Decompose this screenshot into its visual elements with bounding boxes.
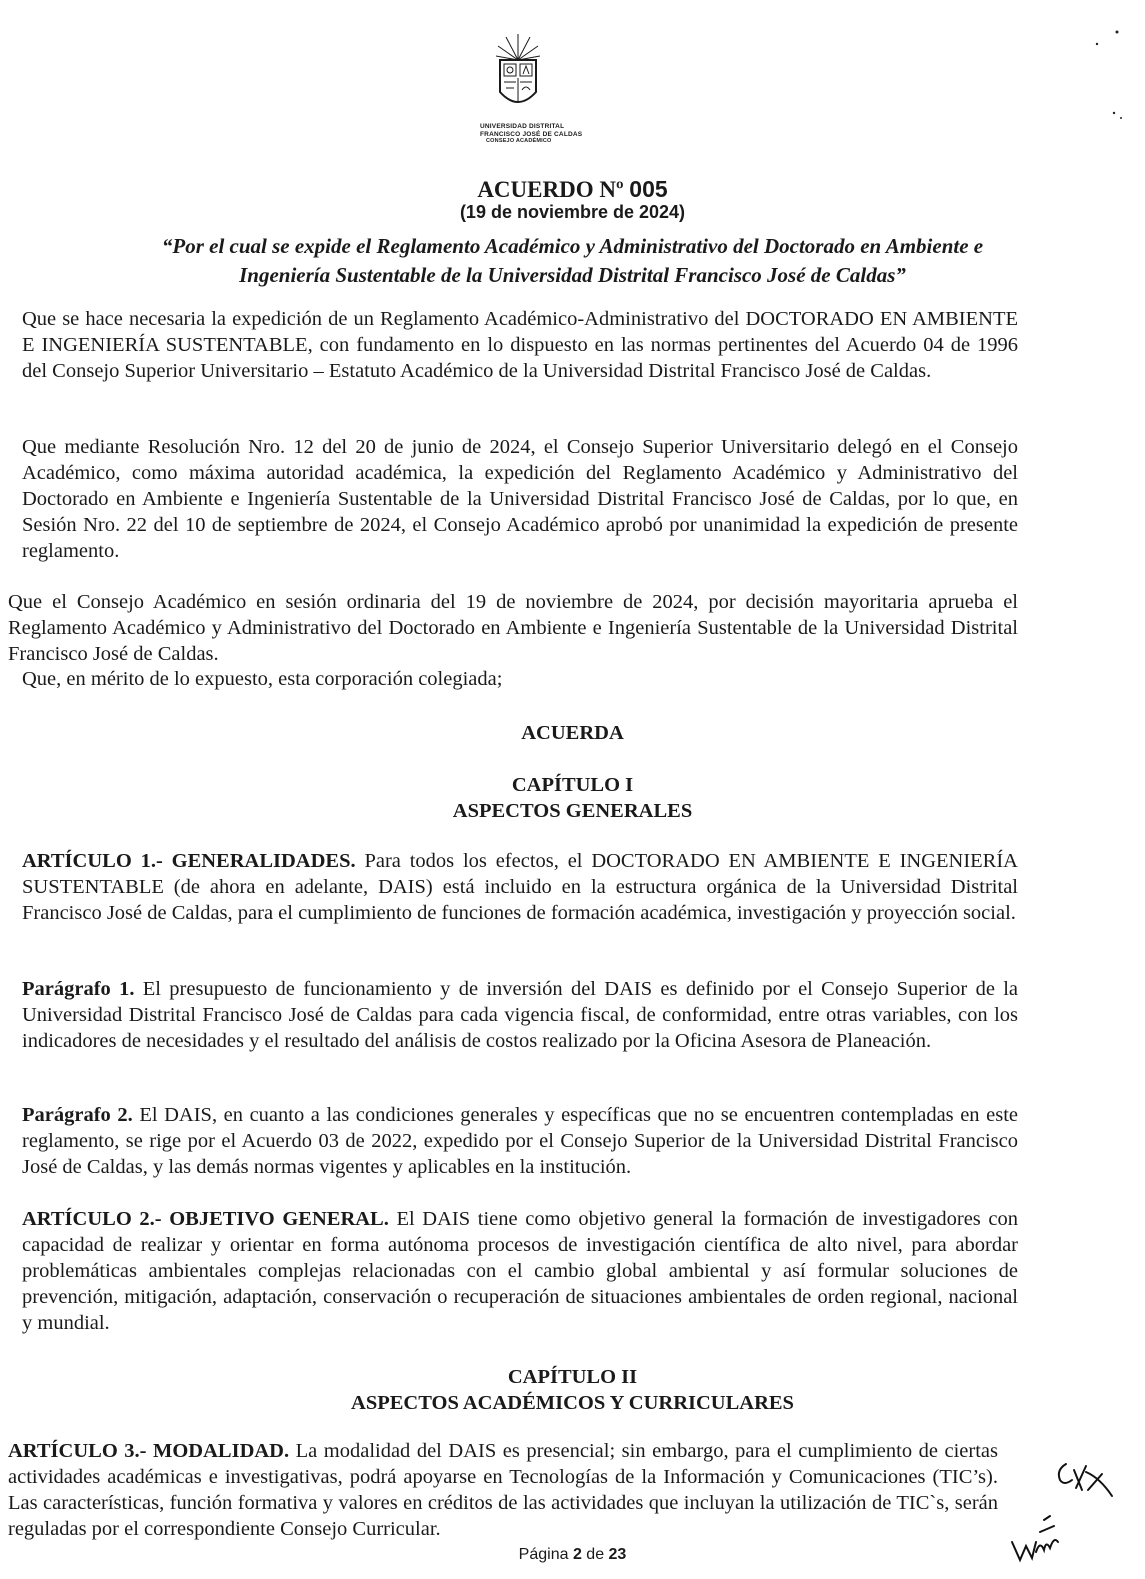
seal-caption-line: UNIVERSIDAD DISTRITAL [480, 123, 565, 130]
subject-line: “Por el cual se expide el Reglamento Académico y Administrativo del Doctorado en Ambiente e [161, 234, 984, 258]
footer-middle: de [581, 1546, 609, 1563]
page-footer [0, 1546, 1145, 1564]
subject-line: Ingeniería Sustentable de la Universidad Distrital Francisco José de Caldas” [239, 263, 906, 287]
article-label: ARTÍCULO 3.- MODALIDAD. [8, 1440, 290, 1462]
seal-caption-line: CONSEJO ACADÉMICO [486, 138, 552, 144]
chapter-title: CAPÍTULO I [511, 774, 634, 796]
considerando-paragraph: Que mediante Resolución Nro. 12 del 20 de junio de 2024, el Consejo Superior Universitario delegó en el Consejo Académico, como máxima autoridad académica, la expedición del Reglamento Académico y Administrativo del Doctorado en Ambiente e Ingeniería Sustentable de la Universidad Distrital Francisco José de Caldas, por lo que, en Sesión Nro. 22 del 10 de septiembre de 2024, el Consejo Académico aprobó por unanimidad la expedición de presente reglamento. [22, 436, 1018, 562]
page-total: 23 [608, 1546, 627, 1563]
paragraph-clause [22, 976, 1018, 1054]
document-date: (19 de noviembre de 2024) [459, 202, 686, 222]
seal-caption [480, 123, 608, 146]
scan-specks [1090, 20, 1130, 130]
article-text: Para todos los efectos, el DOCTORADO EN AMBIENTE E INGENIERÍA SUSTENTABLE (de ahora en adelante, DAIS) está incluido en la estructura orgánica de la Universidad Distrital Francisco José de Caldas, para el cumplimiento de funciones de formación académica, investigación y proyección social. [22, 850, 1018, 924]
article-text: El DAIS tiene como objetivo general la formación de investigadores con capacidad de realizar y orientar en forma autónoma procesos de investigación científica de alto nivel, para abordar problemáticas ambientales complejas relacionadas con el cambio global ambiental y así formular soluciones de prevención, mitigación, adaptación, conservación o recuperación de situaciones ambientales de orden regional, nacional y mundial. [22, 1208, 1018, 1334]
clause-label: Parágrafo 2. [22, 1104, 133, 1126]
document-title [0, 176, 1145, 203]
university-seal [480, 34, 608, 146]
chapter-subtitle: ASPECTOS ACADÉMICOS Y CURRICULARES [351, 1392, 794, 1414]
document-subject [0, 232, 1145, 290]
paragraph-clause [22, 1102, 1018, 1180]
seal-icon [496, 34, 540, 122]
article-paragraph [8, 1438, 998, 1542]
chapter-title: CAPÍTULO II [507, 1366, 638, 1388]
seal-caption-line: FRANCISCO JOSÉ DE CALDAS [480, 130, 583, 138]
article-paragraph [22, 1206, 1018, 1336]
clause-text: El presupuesto de funcionamiento y de inversión del DAIS es definido por el Consejo Superior de la Universidad Distrital Francisco José de Caldas para cada vigencia fiscal, de conformidad, entre otras variables, con los indicadores de necesidades y el resultado del análisis de costos realizado por la Oficina Asesora de Planeación. [22, 978, 1019, 1052]
acuerdo-label: ACUERDO Nº [477, 177, 624, 202]
article-label: ARTÍCULO 1.- GENERALIDADES. [22, 850, 356, 872]
considerando-paragraph: Que el Consejo Académico en sesión ordinaria del 19 de noviembre de 2024, por decisión mayoritaria aprueba el Reglamento Académico y Administrativo del Doctorado en Ambiente e Ingeniería Sustentable de la Universidad Distrital Francisco José de Caldas. [8, 591, 1018, 665]
article-text: La modalidad del DAIS es presencial; sin embargo, para el cumplimiento de ciertas actividades académicas e investigativas, podrá apoyarse en Tecnologías de la Información y Comunicaciones (TIC’s). Las características, función formativa y valores en créditos de las actividades que incluyan la utilización de TIC`s, serán reguladas por el correspondiente Consejo Curricular. [8, 1440, 998, 1540]
chapter-subtitle: ASPECTOS GENERALES [452, 800, 693, 822]
article-paragraph [22, 848, 1018, 926]
considerando-paragraph: Que, en mérito de lo expuesto, esta corporación colegiada; [22, 668, 503, 690]
considerando-paragraph: Que se hace necesaria la expedición de un Reglamento Académico-Administrativo del DOCTORADO EN AMBIENTE E INGENIERÍA SUSTENTABLE, con fundamento en lo dispuesto en las normas pertinentes del Acuerdo 04 de 1996 del Consejo Superior Universitario – Estatuto Académico de la Universidad Distrital Francisco José de Caldas. [22, 308, 1018, 382]
footer-prefix: Página [518, 1546, 573, 1563]
acuerda-heading: ACUERDA [521, 722, 624, 744]
clause-label: Parágrafo 1. [22, 978, 135, 1000]
article-label: ARTÍCULO 2.- OBJETIVO GENERAL. [22, 1208, 389, 1230]
acuerdo-number: 005 [629, 176, 668, 202]
clause-text: El DAIS, en cuanto a las condiciones generales y específicas que no se encuentren contempladas en este reglamento, se rige por el Acuerdo 03 de 2022, expedido por el Consejo Superior de la Universidad Distrital Francisco José de Caldas, y las demás normas vigentes y aplicables en la institución. [22, 1104, 1019, 1178]
handwritten-signature [1010, 1506, 1066, 1564]
page-number: 2 [572, 1546, 582, 1563]
